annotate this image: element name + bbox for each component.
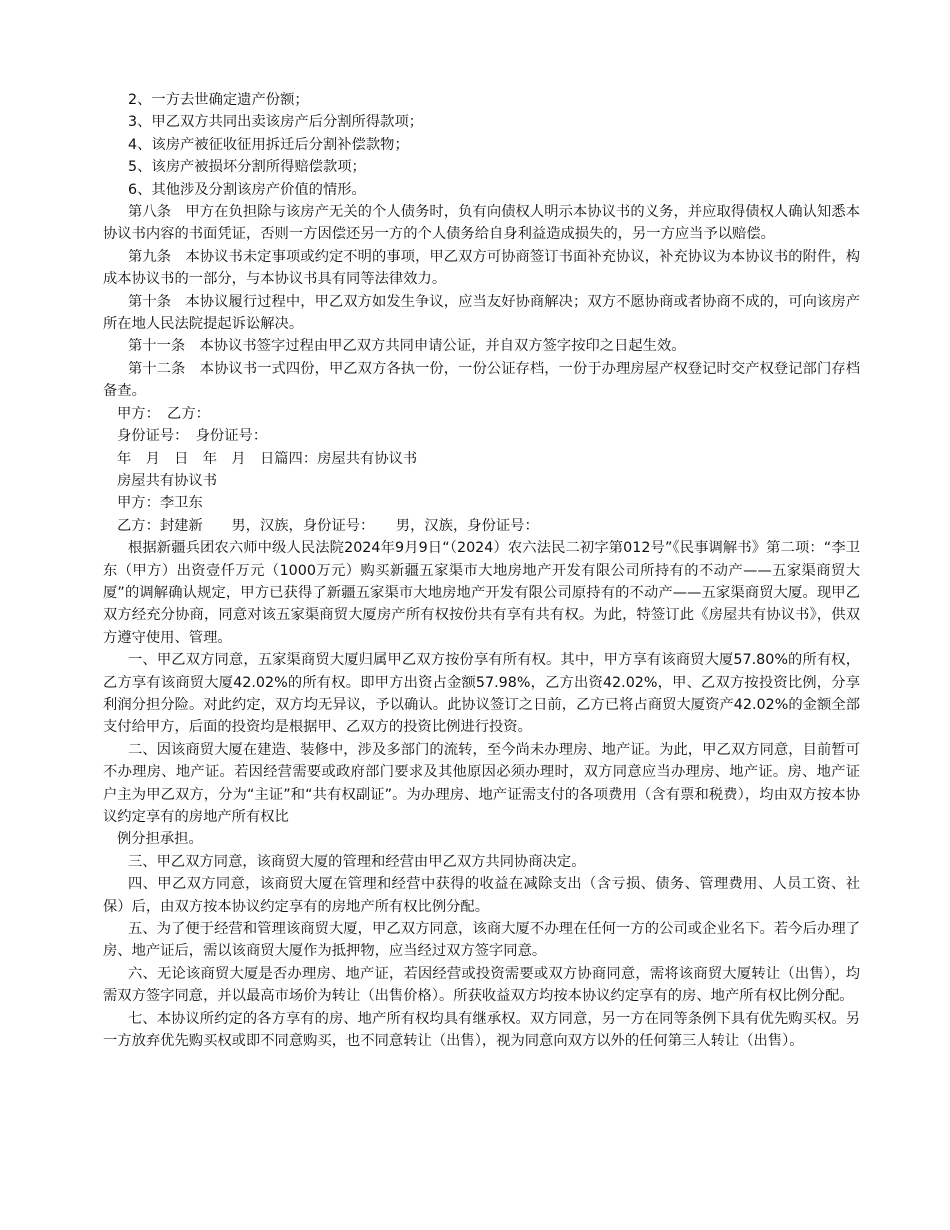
paragraph: 乙方：封建新 男，汉族，身份证号： 男，汉族，身份证号： <box>117 517 539 534</box>
paragraph: 六、无论该商贸大厦是否办理房、地产证，若因经营或投资需要或双方协商同意，需将该商贸大厦转让（出售），均需双方签字同意，并以最高市场价为转让（出售价格）。所获收益双方均按本协议约定享有的房、地产所有权比例分配。 <box>103 965 860 1005</box>
paragraph: 第九条 本协议书未定事项或约定不明的事项，甲乙双方可协商签订书面补充协议，补充协议为本协议书的附件，构成本协议书的一部分，与本协议书具有同等法律效力。 <box>103 248 860 288</box>
paragraph: 第十一条 本协议书签字过程由甲乙双方共同申请公证，并自双方签字按印之日起生效。 <box>128 338 686 355</box>
paragraph: 房屋共有协议书 <box>117 472 218 489</box>
paragraph: 身份证号： 身份证号： <box>117 428 268 445</box>
paragraph: 第八条 甲方在负担除与该房产无关的个人债务时，负有向债权人明示本协议书的义务，并应取得债权人确认知悉本协议书内容的书面凭证，否则一方因偿还另一方的个人债务给自身利益造成损失的，另一方应当予以赔偿。 <box>103 204 860 243</box>
paragraph: 例分担承担。 <box>117 831 203 848</box>
paragraph: 年 月 日 年 月 日篇四：房屋共有协议书 <box>117 450 418 467</box>
paragraph: 甲方：李卫东 <box>117 495 203 512</box>
paragraph: 二、因该商贸大厦在建造、装修中，涉及多部门的流转，至今尚未办理房、地产证。为此，甲乙双方同意，目前暂可不办理房、地产证。若因经营需要或政府部门要求及其他原因必须办理时，双方同意应当办理房、地产证。房、地产证户主为甲乙双方，分为“主证”和“共有权副证”。为办理房、地产证需支付的各项费用（含有票和税费），均由双方按本协议约定享有的房地产所有权比 <box>103 741 860 825</box>
paragraph: 根据新疆兵团农六师中级人民法院2024年9月9日“（2024）农六法民二初字第012号”《民事调解书》第二项：“李卫东（甲方）出资壹仟万元（1000万元）购买新疆五家渠市大地房地产开发有限公司所持有的不动产——五家渠商贸大厦”的调解确认规定，甲方已获得了新疆五家渠市大地房地产开发有限公司原持有的不动产——五家渠商贸大厦。现甲乙双方经充分协商，同意对该五家渠商贸大厦房产所有权按份共有享有共有权。为此，特签订此《房屋共有协议书》，供双方遵守使用、管理。 <box>103 540 860 646</box>
paragraph: 第十条 本协议履行过程中，甲乙双方如发生争议，应当友好协商解决；双方不愿协商或者协商不成的，可向该房产所在地人民法院提起诉讼解决。 <box>103 293 860 333</box>
paragraph: 3、甲乙双方共同出卖该房产后分割所得款项； <box>128 114 424 131</box>
paragraph: 6、其他涉及分割该房产价值的情形。 <box>128 181 366 198</box>
paragraph: 第十二条 本协议书一式四份，甲乙双方各执一份，一份公证存档，一份于办理房屋产权登记时交产权登记部门存档备查。 <box>103 360 860 400</box>
paragraph: 4、该房产被征收征用拆迁后分割补偿款物； <box>128 136 409 153</box>
paragraph: 一、甲乙双方同意，五家渠商贸大厦归属甲乙双方按份享有所有权。其中，甲方享有该商贸大厦57.80%的所有权，乙方享有该商贸大厦42.02%的所有权。即甲方出资占金额57.98%，乙方出资42.02%，甲、乙双方按投资比例，分享利润分担分险。对此约定，双方均无异议，予以确认。此协议签订之日前，乙方已将占商贸大厦资产42.02%的金额全部支付给甲方，后面的投资均是根据甲、乙双方的投资比例进行投资。 <box>103 652 860 736</box>
paragraph: 四、甲乙双方同意，该商贸大厦在管理和经营中获得的收益在减除支出（含亏损、债务、管理费用、人员工资、社保）后，由双方按本协议约定享有的房地产所有权比例分配。 <box>103 876 860 915</box>
paragraph: 三、甲乙双方同意，该商贸大厦的管理和经营由甲乙双方共同协商决定。 <box>128 853 586 870</box>
paragraph: 七、本协议所约定的各方享有的房、地产所有权均具有继承权。双方同意，另一方在同等条例下具有优先购买权。另一方放弃优先购买权或即不同意购买，也不同意转让（出售），视为同意向双方以外的任何第三人转让（出售）。 <box>103 1010 860 1050</box>
paragraph: 五、为了便于经营和管理该商贸大厦，甲乙双方同意，该商大厦不办理在任何一方的公司或企业名下。若今后办理了房、地产证后，需以该商贸大厦作为抵押物，应当经过双方签字同意。 <box>103 921 860 960</box>
paragraph: 2、一方去世确定遗产份额； <box>128 92 309 108</box>
paragraph: 5、该房产被损坏分割所得赔偿款项； <box>128 159 366 176</box>
agreement-text-body <box>103 89 860 1052</box>
paragraph: 甲方： 乙方： <box>117 405 210 422</box>
